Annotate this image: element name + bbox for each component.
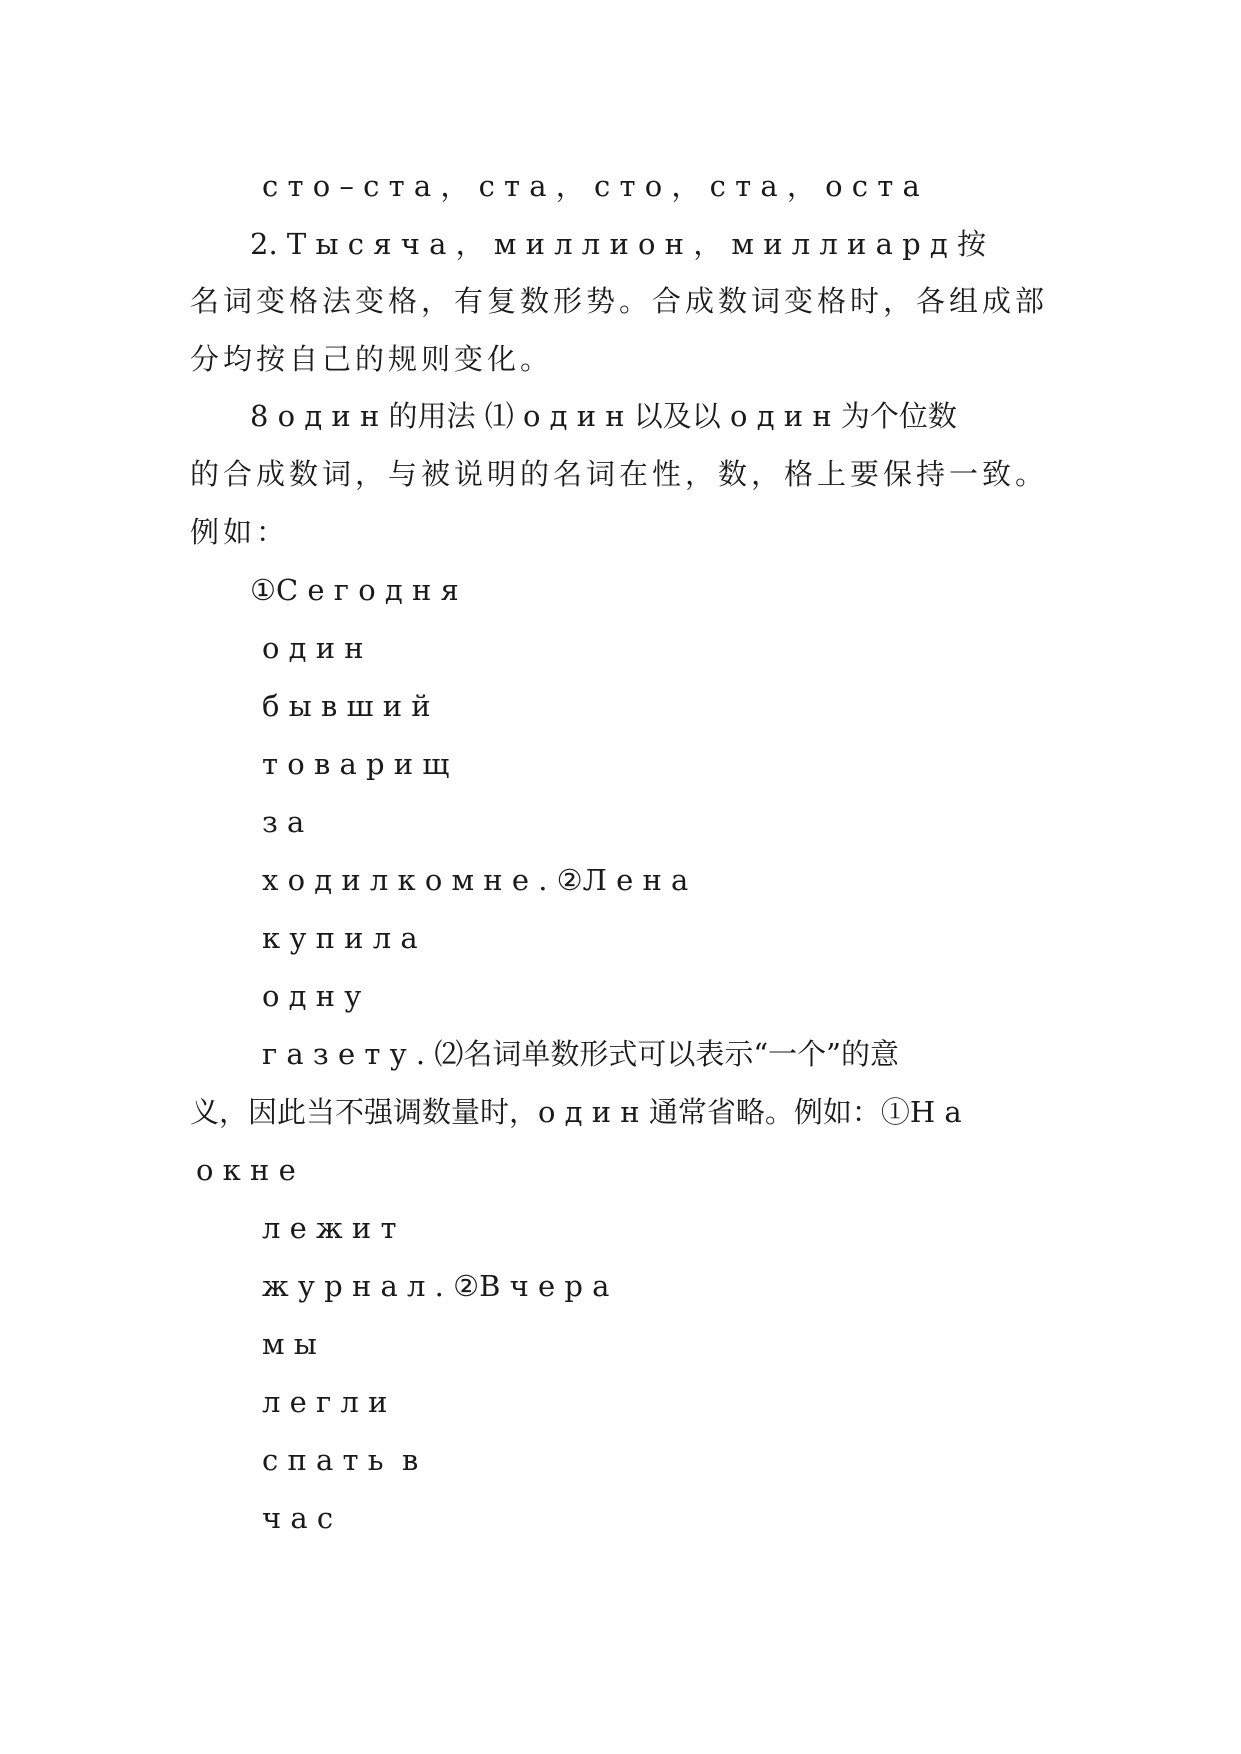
text-line-2: 2. Т ы с я ч а ， м и л л и о н ， м и л л и а р д 按 [250, 227, 986, 261]
text-line-20: ж у р н а л . ②В ч е р а [262, 1269, 610, 1303]
text-line-6: 的合成数词，与被说明的名词在性，数，格上要保持一致。 [190, 457, 1049, 491]
text-line-18: о к н е [196, 1153, 296, 1187]
text-line-23: с п а т ь в [262, 1443, 419, 1477]
text-line-9: о д и н [262, 631, 364, 665]
text-line-11: т о в а р и щ [262, 747, 450, 781]
text-line-12: з а [262, 805, 305, 839]
text-line-22: л е г л и [262, 1385, 388, 1419]
text-line-7: 例如： [190, 515, 290, 549]
text-line-16: г а з е т у . ⑵名词单数形式可以表示“一个”的意 [262, 1037, 899, 1071]
text-line-10: б ы в ш и й [262, 689, 431, 723]
text-line-3: 名词变格法变格，有复数形势。合成数词变格时，各组成部 [190, 284, 1049, 318]
text-line-17: 义，因此当不强调数量时，о д и н 通常省略。例如：①Н а [190, 1095, 962, 1129]
text-line-5: 8 о д и н 的用法 ⑴ о д и н 以及以 о д и н 为个位数 [250, 399, 957, 433]
text-line-1: с т о – с т а ， с т а ， с т о ， с т а ， о с т а [262, 169, 920, 203]
text-line-21: м ы [262, 1327, 317, 1361]
text-line-19: л е ж и т [262, 1211, 397, 1245]
text-line-24: ч а с [262, 1501, 334, 1535]
text-line-15: о д н у [262, 979, 362, 1013]
text-line-13: х о д и л к о м н е . ②Л е н а [262, 863, 689, 897]
text-line-8: ①С е г о д н я [250, 573, 459, 607]
text-line-4: 分均按自己的规则变化。 [190, 342, 554, 376]
text-line-14: к у п и л а [262, 921, 418, 955]
